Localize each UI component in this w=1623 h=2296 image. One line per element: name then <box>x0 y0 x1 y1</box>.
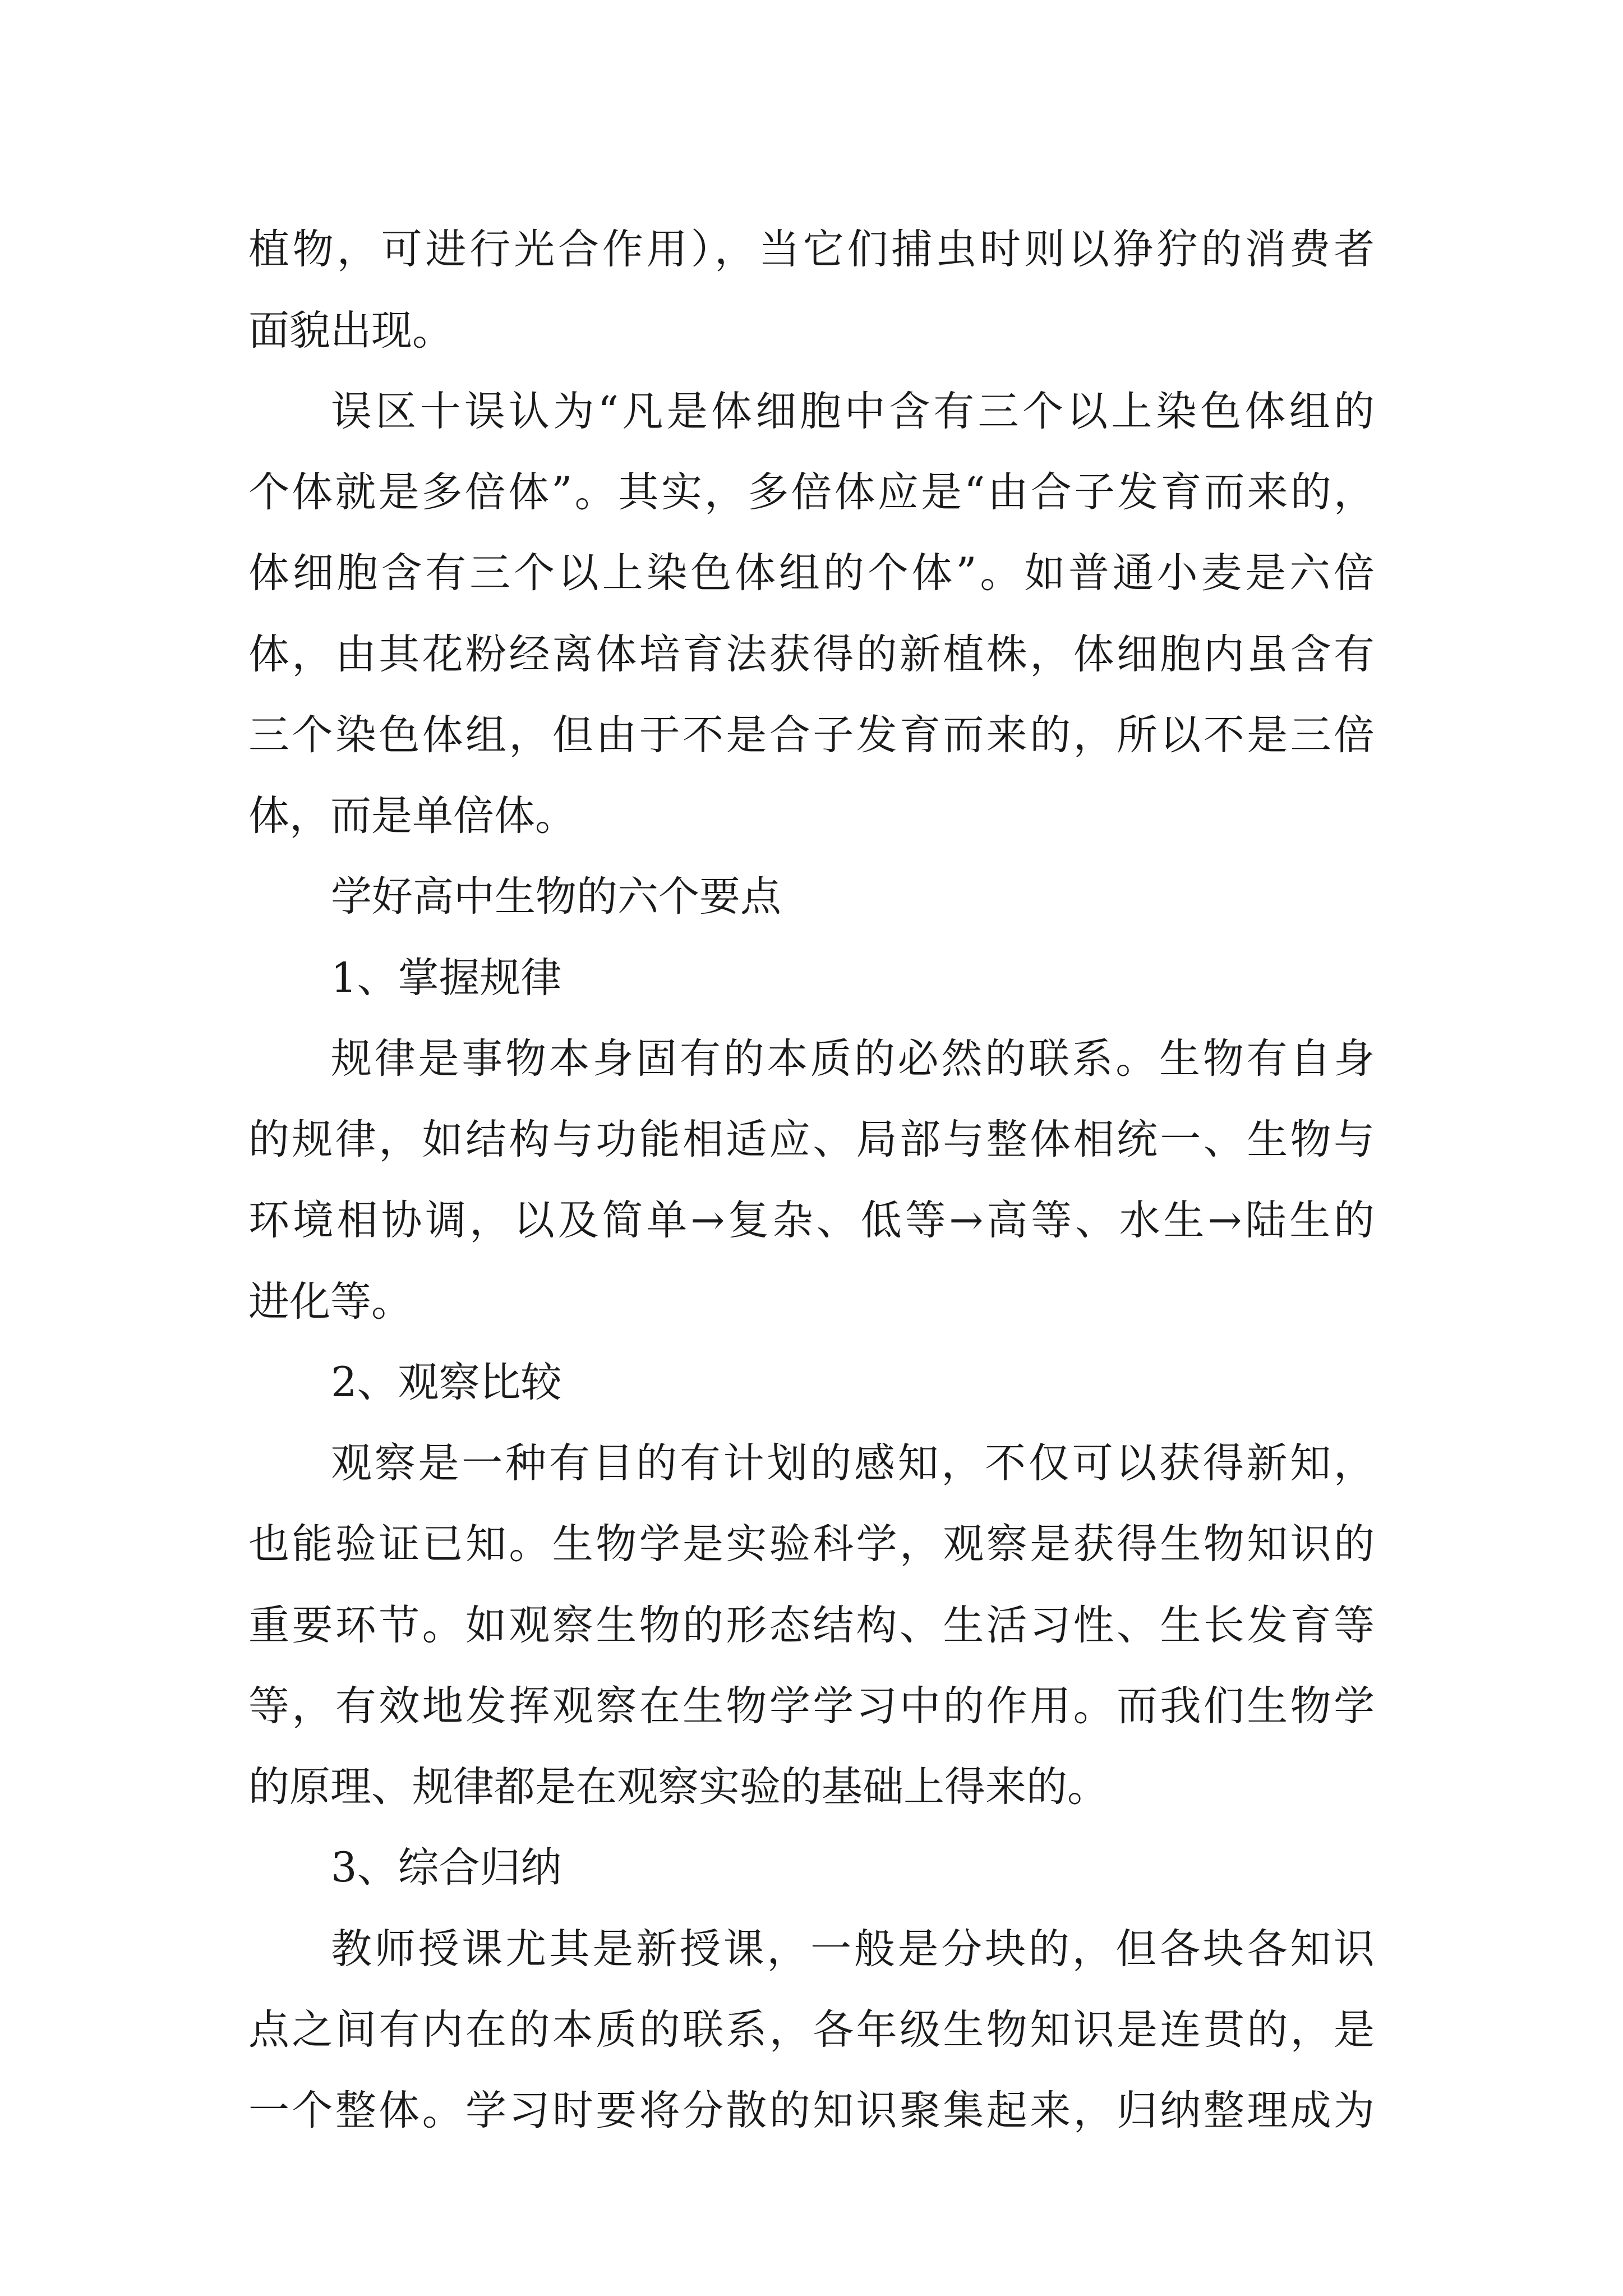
text-line: 等，有效地发挥观察在生物学学习中的作用。而我们生物学 <box>248 1682 1375 1730</box>
text-line: 体细胞含有三个以上染色体组的个体”。如普通小麦是六倍 <box>248 549 1375 597</box>
text-line: 体，而是单倍体。 <box>248 792 576 840</box>
text-line: 三个染色体组，但由于不是合子发育而来的，所以不是三倍 <box>248 711 1375 759</box>
text-line: 误区十误认为“凡是体细胞中含有三个以上染色体组的 <box>331 388 1375 435</box>
text-line: 一个整体。学习时要将分散的知识聚集起来，归纳整理成为 <box>248 2087 1375 2134</box>
list-heading: 2、观察比较 <box>331 1359 562 1406</box>
text-line: 植物，可进行光合作用），当它们捕虫时则以狰狞的消费者 <box>248 226 1375 273</box>
text-line: 环境相协调，以及简单→复杂、低等→高等、水生→陆生的 <box>248 1197 1375 1244</box>
list-heading: 3、综合归纳 <box>331 1844 562 1892</box>
text-line: 规律是事物本身固有的本质的必然的联系。生物有自身 <box>331 1035 1375 1083</box>
text-line: 的原理、规律都是在观察实验的基础上得来的。 <box>248 1763 1108 1811</box>
text-line: 进化等。 <box>248 1278 412 1326</box>
text-line: 重要环节。如观察生物的形态结构、生活习性、生长发育等 <box>248 1602 1375 1649</box>
text-line: 个体就是多倍体”。其实，多倍体应是“由合子发育而来的， <box>248 468 1375 516</box>
text-line: 教师授课尤其是新授课，一般是分块的，但各块各知识 <box>331 1925 1375 1973</box>
section-heading: 学好高中生物的六个要点 <box>331 873 781 921</box>
text-line: 的规律，如结构与功能相适应、局部与整体相统一、生物与 <box>248 1116 1375 1163</box>
text-line: 点之间有内在的本质的联系，各年级生物知识是连贯的，是 <box>248 2006 1375 2054</box>
list-heading: 1、掌握规律 <box>331 954 562 1002</box>
text-line: 面貌出现。 <box>248 307 453 355</box>
text-line: 体，由其花粉经离体培育法获得的新植株，体细胞内虽含有 <box>248 631 1375 678</box>
text-line: 也能验证已知。生物学是实验科学，观察是获得生物知识的 <box>248 1520 1375 1568</box>
text-line: 观察是一种有目的有计划的感知，不仅可以获得新知， <box>331 1439 1375 1487</box>
